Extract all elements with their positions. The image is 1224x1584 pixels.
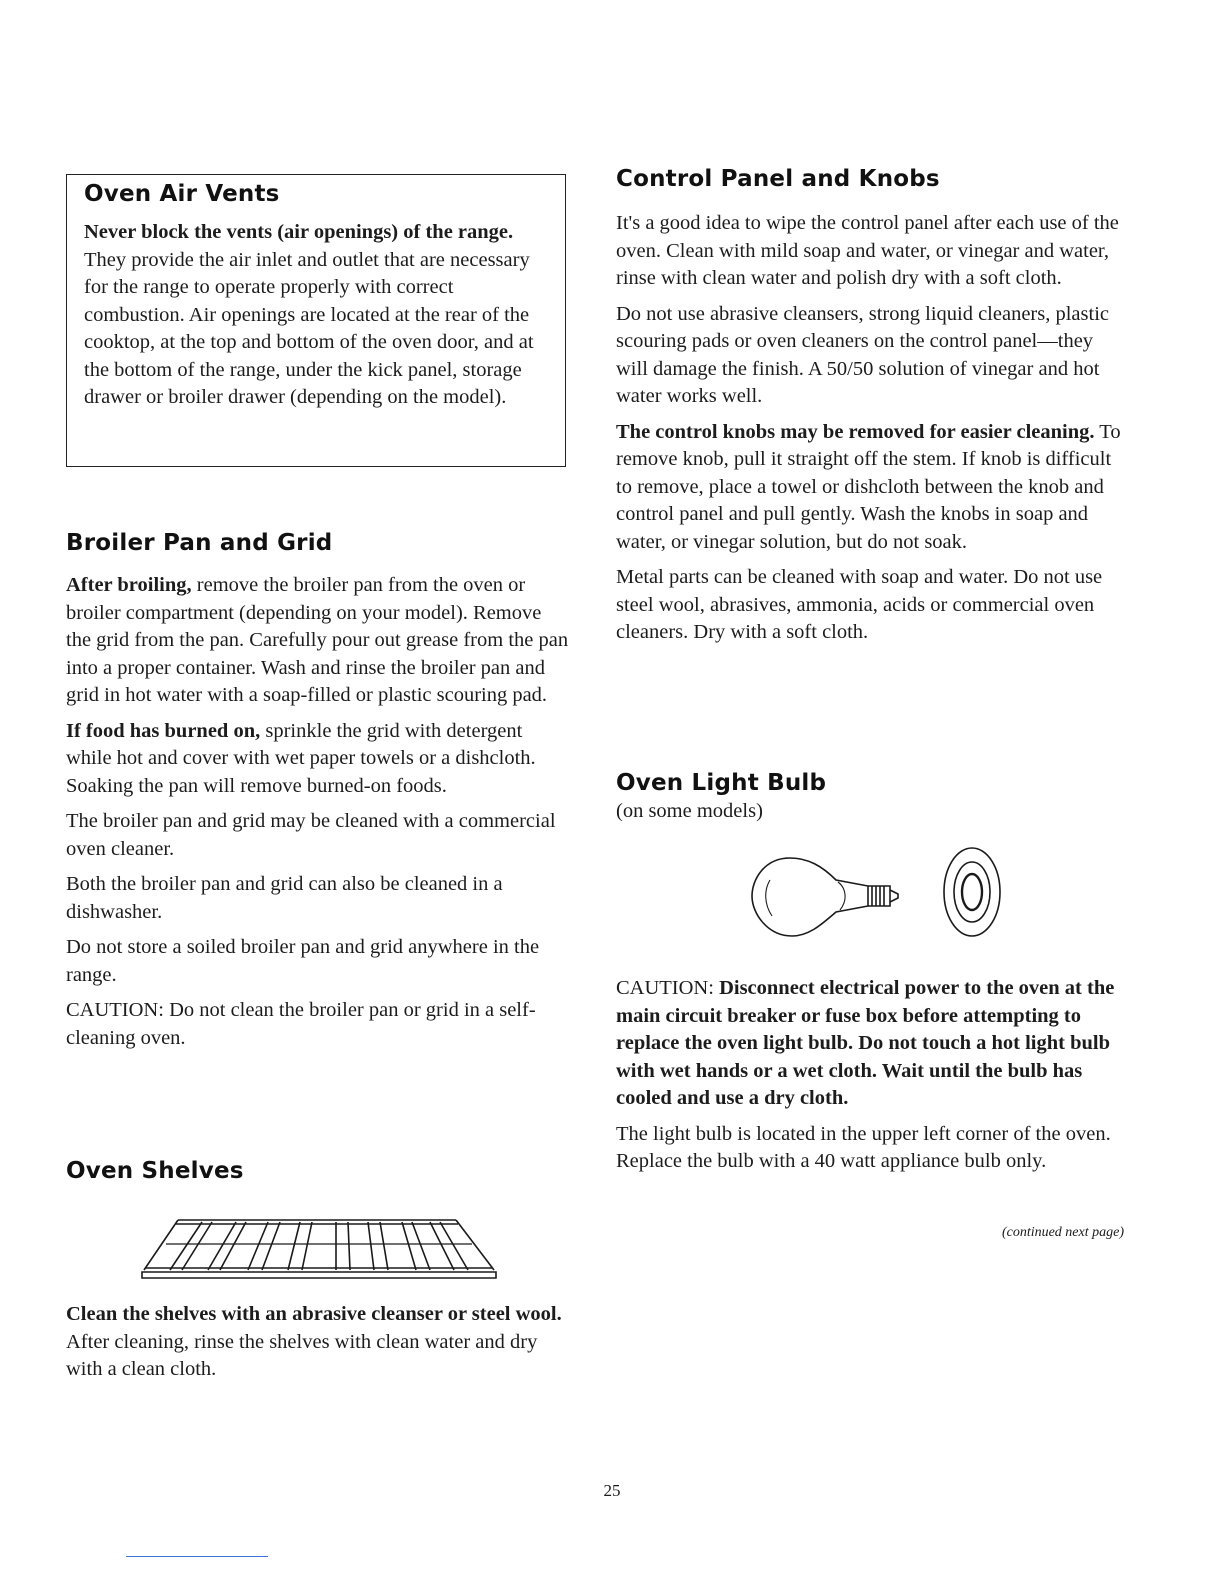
control-knobs-lead: The control knobs may be removed for easier cleaning. <box>616 420 1095 443</box>
oven-shelves-heading: Oven Shelves <box>66 1158 244 1184</box>
control-paragraph-4: Metal parts can be cleaned with soap and water. Do not use steel wool, abrasives, ammonia, acids or commercial oven cleaners. Dry with a soft cloth. <box>616 566 1103 643</box>
bulb-threads <box>872 886 884 906</box>
oven-light-bulb-section <box>616 975 1124 1184</box>
broiler-paragraph-1 <box>66 572 570 710</box>
bulb-caution <box>616 975 1124 1113</box>
vents-body: They provide the air inlet and outlet that are necessary for the range to operate properly with correct combustion. Air openings are located at the rear of the cooktop, at the top and bottom of the oven door, and at the bottom of the range, under the kick panel, storage drawer or broiler drawer (depending on the model). <box>84 248 534 408</box>
oven-shelf-illustration <box>140 1216 500 1280</box>
oven-shelves-text <box>66 1301 570 1384</box>
broiler-caution-label: CAUTION: <box>66 999 164 1021</box>
oven-air-vents-box <box>66 174 566 467</box>
oven-air-vents-heading: Oven Air Vents <box>84 181 280 207</box>
control-paragraph-3 <box>616 419 1124 557</box>
bulb-caution-label: CAUTION: <box>616 977 714 999</box>
broiler-caution-body: Do not clean the broiler pan or grid in a self-cleaning oven. <box>66 999 536 1049</box>
bulb-glass <box>752 858 868 936</box>
control-panel-heading: Control Panel and Knobs <box>616 166 940 192</box>
broiler-burned-lead: If food has burned on, <box>66 719 261 742</box>
shelves-bold-lead: Clean the shelves with an abrasive cleanser or steel wool. <box>66 1303 562 1325</box>
vents-bold-lead: Never block the vents (air openings) of the range. <box>84 221 514 243</box>
shelves-body: After cleaning, rinse the shelves with clean water and dry with a clean cloth. <box>66 1330 538 1380</box>
broiler-paragraph-5: Do not store a soiled broiler pan and grid anywhere in the range. <box>66 936 540 986</box>
bulb-paragraph-2: The light bulb is located in the upper left corner of the oven. Replace the bulb with a 40 watt appliance bulb only. <box>616 1122 1111 1172</box>
broiler-caution <box>66 997 570 1052</box>
oven-light-bulb-header <box>616 770 1124 834</box>
broiler-paragraph-3: The broiler pan and grid may be cleaned with a commercial oven cleaner. <box>66 810 556 860</box>
bulb-contact <box>890 890 898 902</box>
control-paragraph-2: Do not use abrasive cleansers, strong liquid cleaners, plastic scouring pads or oven cleaners on the control panel—they will damage the finish. A 50/50 solution of vinegar and hot water works well. <box>616 302 1109 407</box>
broiler-paragraph-2 <box>66 718 570 801</box>
footer-rule <box>126 1556 268 1557</box>
broiler-paragraph-4: Both the broiler pan and grid can also be cleaned in a dishwasher. <box>66 873 503 923</box>
bulb-socket-ring <box>954 862 990 922</box>
bulb-caution-body: Disconnect electrical power to the oven at the main circuit breaker or fuse box before attempting to replace the oven light bulb. Do not touch a hot light bulb with wet hands or a wet cloth. Wait until the bulb has cooled and use a dry cloth. <box>616 977 1115 1109</box>
bulb-socket-inner <box>962 874 982 910</box>
control-p3-body: To remove knob, pull it straight off the stem. If knob is difficult to remove, place a towel or dishcloth between the knob and control panel and pull gently. Wash the knobs in soap and water, or vinegar solution, but do not soak. <box>616 420 1121 553</box>
broiler-bold-lead: After broiling, <box>66 574 192 596</box>
continued-note: (continued next page) <box>1001 1225 1124 1240</box>
page-number: 25 <box>603 1481 621 1500</box>
oven-air-vents-text <box>84 219 553 412</box>
control-paragraph-1: It's a good idea to wipe the control panel after each use of the oven. Clean with mild soap and water, or vinegar and water, rinse with clean water and polish dry with a soft cloth. <box>616 212 1119 289</box>
light-bulb-illustration <box>750 846 1002 942</box>
oven-light-bulb-heading: Oven Light Bulb <box>616 770 827 796</box>
control-panel-section <box>616 166 1124 655</box>
broiler-p2-body: sprinkle the grid with detergent while hot and cover with wet paper towels or a dishcloth. Soaking the pan will remove burned-on foods. <box>66 719 536 797</box>
oven-light-bulb-subtitle: (on some models) <box>616 800 763 822</box>
broiler-section <box>66 530 570 1060</box>
broiler-p1-body: remove the broiler pan from the oven or broiler compartment (depending on your model). Remove the grid from the pan. Carefully pour out grease from the pan into a proper container. Wash and rinse the broiler pan and grid in hot water with a soap-filled or plastic scouring pad. <box>66 574 569 706</box>
broiler-heading: Broiler Pan and Grid <box>66 530 333 556</box>
